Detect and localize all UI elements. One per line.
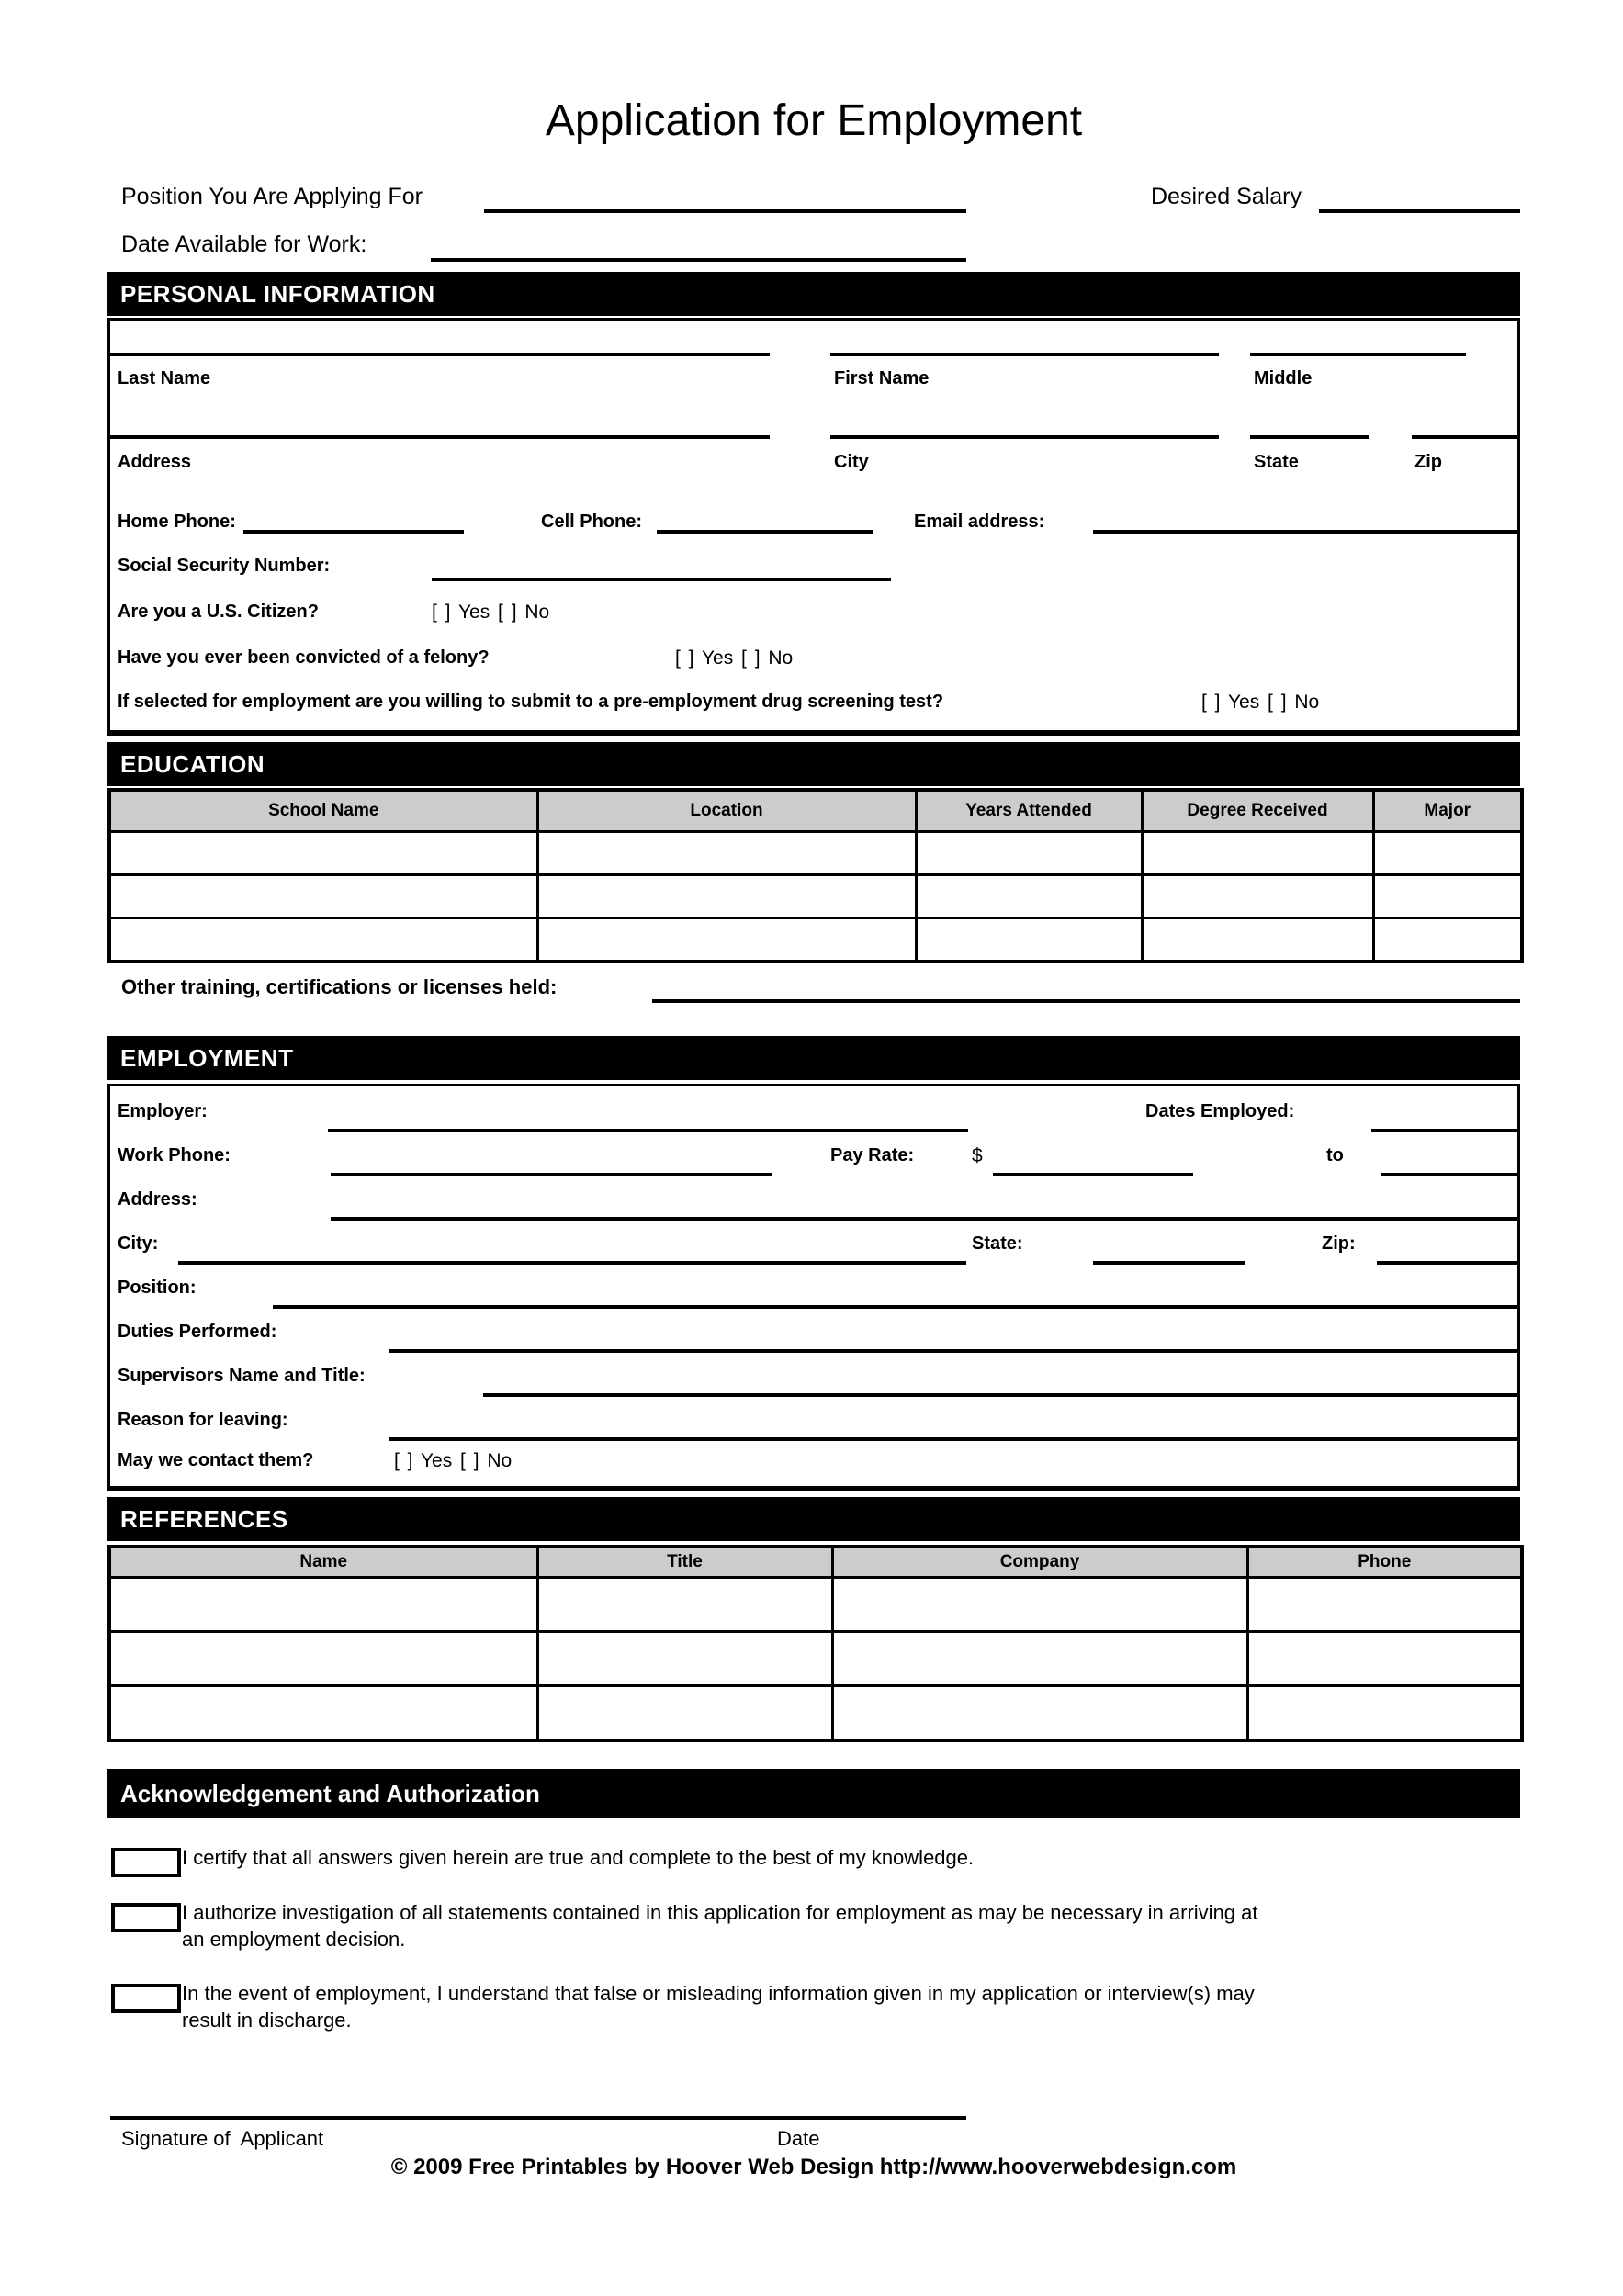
reason-leaving-line[interactable] (389, 1437, 1517, 1441)
references-cell[interactable] (537, 1632, 832, 1686)
acknowledgement-section-bar (107, 1769, 1520, 1818)
first-name-line[interactable] (830, 353, 1219, 356)
references-header-row (109, 1547, 1522, 1578)
authorize-statement (182, 1899, 1449, 1953)
position-row (110, 1274, 1517, 1318)
education-row (109, 918, 1522, 962)
certify-statement (182, 1844, 1449, 1871)
references-cell[interactable] (1247, 1578, 1522, 1632)
work-phone-label: Work Phone: (118, 1145, 231, 1165)
address-line[interactable] (110, 435, 770, 439)
pay-rate-to-line[interactable] (1381, 1173, 1517, 1176)
middle-name-label: Middle (1254, 368, 1313, 388)
education-cell[interactable] (1373, 918, 1522, 962)
references-table (107, 1545, 1524, 1742)
last-name-label: Last Name (118, 368, 211, 388)
education-cell[interactable] (1142, 832, 1373, 875)
education-cell[interactable] (537, 918, 916, 962)
education-cell[interactable] (1142, 918, 1373, 962)
authorize-checkbox[interactable] (111, 1903, 181, 1932)
home-phone-label: Home Phone: (118, 512, 236, 532)
education-section-bar (107, 742, 1520, 786)
home-phone-line[interactable] (243, 530, 464, 534)
date-available-label: Date Available for Work: (121, 231, 367, 257)
signature-line[interactable] (110, 2116, 966, 2120)
ssn-label: Social Security Number: (118, 556, 331, 576)
education-row (109, 875, 1522, 918)
education-cell[interactable] (1142, 875, 1373, 918)
felony-yes-no-checkboxes[interactable]: [ ] Yes [ ] No (675, 647, 794, 669)
education-col-degree-received: Degree Received (1142, 790, 1373, 832)
education-cell[interactable] (109, 918, 537, 962)
first-name-label: First Name (834, 368, 930, 388)
email-line[interactable] (1093, 530, 1517, 534)
references-cell[interactable] (109, 1578, 537, 1632)
education-col-years-attended: Years Attended (916, 790, 1142, 832)
discharge-statement (182, 1980, 1449, 2033)
felony-question-label: Have you ever been convicted of a felony? (118, 647, 490, 668)
references-cell[interactable] (537, 1686, 832, 1741)
references-cell[interactable] (832, 1686, 1247, 1741)
duties-row (110, 1318, 1517, 1362)
may-we-contact-label: May we contact them? (118, 1450, 314, 1470)
education-cell[interactable] (916, 875, 1142, 918)
address-label: Address (118, 452, 192, 472)
employer-line[interactable] (328, 1129, 968, 1132)
education-cell[interactable] (916, 832, 1142, 875)
supervisor-row (110, 1362, 1517, 1406)
last-name-line[interactable] (110, 353, 770, 356)
references-col-company: Company (832, 1547, 1247, 1578)
supervisor-line[interactable] (483, 1393, 1517, 1397)
education-cell[interactable] (537, 832, 916, 875)
certify-statement-line-1: I certify that all answers given herein are true and complete to the best of my knowledge. (182, 1846, 975, 1869)
drug-test-question-label: If selected for employment are you willing to submit to a pre-employment drug screening test? (118, 692, 944, 712)
discharge-statement-line-2: result in discharge. (182, 2009, 352, 2032)
employer-state-line[interactable] (1093, 1261, 1245, 1265)
references-col-title: Title (537, 1547, 832, 1578)
references-row (109, 1686, 1522, 1741)
zip-line[interactable] (1412, 435, 1517, 439)
pay-rate-label: Pay Rate: (830, 1145, 915, 1165)
footer-credit: © 2009 Free Printables by Hoover Web Design http://www.hooverwebdesign.com (390, 2155, 1237, 2179)
education-table (107, 788, 1524, 963)
desired-salary-line[interactable] (1319, 209, 1520, 213)
references-section-title: REFERENCES (120, 1504, 288, 1533)
duties-line[interactable] (389, 1349, 1517, 1353)
references-cell[interactable] (537, 1578, 832, 1632)
position-label: Position: (118, 1277, 197, 1298)
references-cell[interactable] (832, 1632, 1247, 1686)
supervisor-label: Supervisors Name and Title: (118, 1366, 366, 1386)
education-section-title: EDUCATION (120, 749, 265, 778)
work-phone-row (110, 1142, 1517, 1186)
drug-test-yes-no-checkboxes[interactable]: [ ] Yes [ ] No (1201, 692, 1320, 713)
employer-city-label: City: (118, 1233, 159, 1254)
employment-section-bar (107, 1036, 1520, 1080)
employer-address-line[interactable] (331, 1217, 1517, 1221)
certify-checkbox[interactable] (111, 1848, 181, 1877)
references-row (109, 1632, 1522, 1686)
acknowledgement-section-title: Acknowledgement and Authorization (120, 1779, 540, 1807)
other-training-label: Other training, certifications or licenses held: (121, 975, 558, 998)
education-cell[interactable] (916, 918, 1142, 962)
education-row (109, 832, 1522, 875)
state-line[interactable] (1250, 435, 1369, 439)
may-we-contact-yes-no-checkboxes[interactable]: [ ] Yes [ ] No (394, 1450, 513, 1471)
duties-label: Duties Performed: (118, 1322, 277, 1342)
education-cell[interactable] (1373, 832, 1522, 875)
education-cell[interactable] (537, 875, 916, 918)
employer-row (110, 1097, 1517, 1142)
may-we-contact-row (110, 1446, 1517, 1491)
education-header-row (109, 790, 1522, 832)
date-available-line[interactable] (431, 258, 966, 262)
references-col-phone: Phone (1247, 1547, 1522, 1578)
reason-leaving-label: Reason for leaving: (118, 1410, 288, 1430)
city-line[interactable] (830, 435, 1219, 439)
references-col-name: Name (109, 1547, 537, 1578)
discharge-statement-line-1: In the event of employment, I understand that false or misleading information given in my application or interview(s) may (182, 1982, 1255, 2005)
personal-information-section-bar (107, 272, 1520, 316)
signature-of-applicant-label: Signature of Applicant (121, 2127, 324, 2150)
zip-label: Zip (1414, 452, 1442, 472)
employer-zip-label: Zip: (1322, 1233, 1356, 1254)
position-applying-label: Position You Are Applying For (121, 184, 423, 209)
desired-salary-label: Desired Salary (1151, 184, 1302, 209)
authorize-statement-line-1: I authorize investigation of all statements contained in this application for employment as may be necessary in arriving at (182, 1901, 1258, 1924)
education-col-location: Location (537, 790, 916, 832)
references-cell[interactable] (109, 1632, 537, 1686)
employer-label: Employer: (118, 1101, 208, 1121)
position-applying-line[interactable] (484, 209, 966, 213)
personal-information-section-title: PERSONAL INFORMATION (120, 279, 435, 308)
education-col-major: Major (1373, 790, 1522, 832)
page-title: Application for Employment (545, 96, 1083, 145)
authorize-statement-line-2: an employment decision. (182, 1928, 406, 1951)
pay-rate-currency: $ (972, 1145, 983, 1166)
education-cell[interactable] (1373, 875, 1522, 918)
ssn-line[interactable] (432, 578, 891, 581)
employer-city-row (110, 1230, 1517, 1274)
other-training-line[interactable] (652, 999, 1520, 1003)
references-row (109, 1578, 1522, 1632)
education-cell[interactable] (109, 832, 537, 875)
citizen-yes-no-checkboxes[interactable]: [ ] Yes [ ] No (432, 602, 550, 623)
references-section-bar (107, 1497, 1520, 1541)
signature-date-label: Date (777, 2127, 820, 2150)
discharge-checkbox[interactable] (111, 1984, 181, 2013)
references-cell[interactable] (1247, 1632, 1522, 1686)
state-label: State (1254, 452, 1299, 472)
employer-address-row (110, 1186, 1517, 1230)
city-label: City (834, 452, 869, 472)
references-cell[interactable] (832, 1578, 1247, 1632)
references-cell[interactable] (1247, 1686, 1522, 1741)
employer-address-label: Address: (118, 1189, 197, 1210)
position-line[interactable] (273, 1305, 1517, 1309)
pay-rate-to-label: to (1326, 1145, 1344, 1165)
pay-rate-line[interactable] (993, 1173, 1193, 1176)
employer-city-line[interactable] (178, 1261, 966, 1265)
cell-phone-line[interactable] (657, 530, 873, 534)
cell-phone-label: Cell Phone: (541, 512, 643, 532)
employer-state-label: State: (972, 1233, 1023, 1254)
citizen-question-label: Are you a U.S. Citizen? (118, 602, 319, 622)
reason-leaving-row (110, 1406, 1517, 1450)
employment-section-title: EMPLOYMENT (120, 1043, 294, 1072)
employer-zip-line[interactable] (1377, 1261, 1517, 1265)
personal-information-box (107, 318, 1520, 736)
email-label: Email address: (914, 512, 1045, 532)
references-cell[interactable] (109, 1686, 537, 1741)
education-col-school-name: School Name (109, 790, 537, 832)
work-phone-line[interactable] (331, 1173, 772, 1176)
dates-employed-label: Dates Employed: (1145, 1101, 1295, 1121)
middle-name-line[interactable] (1250, 353, 1466, 356)
dates-employed-from-line[interactable] (1371, 1129, 1517, 1132)
education-cell[interactable] (109, 875, 537, 918)
employment-box (107, 1084, 1520, 1491)
